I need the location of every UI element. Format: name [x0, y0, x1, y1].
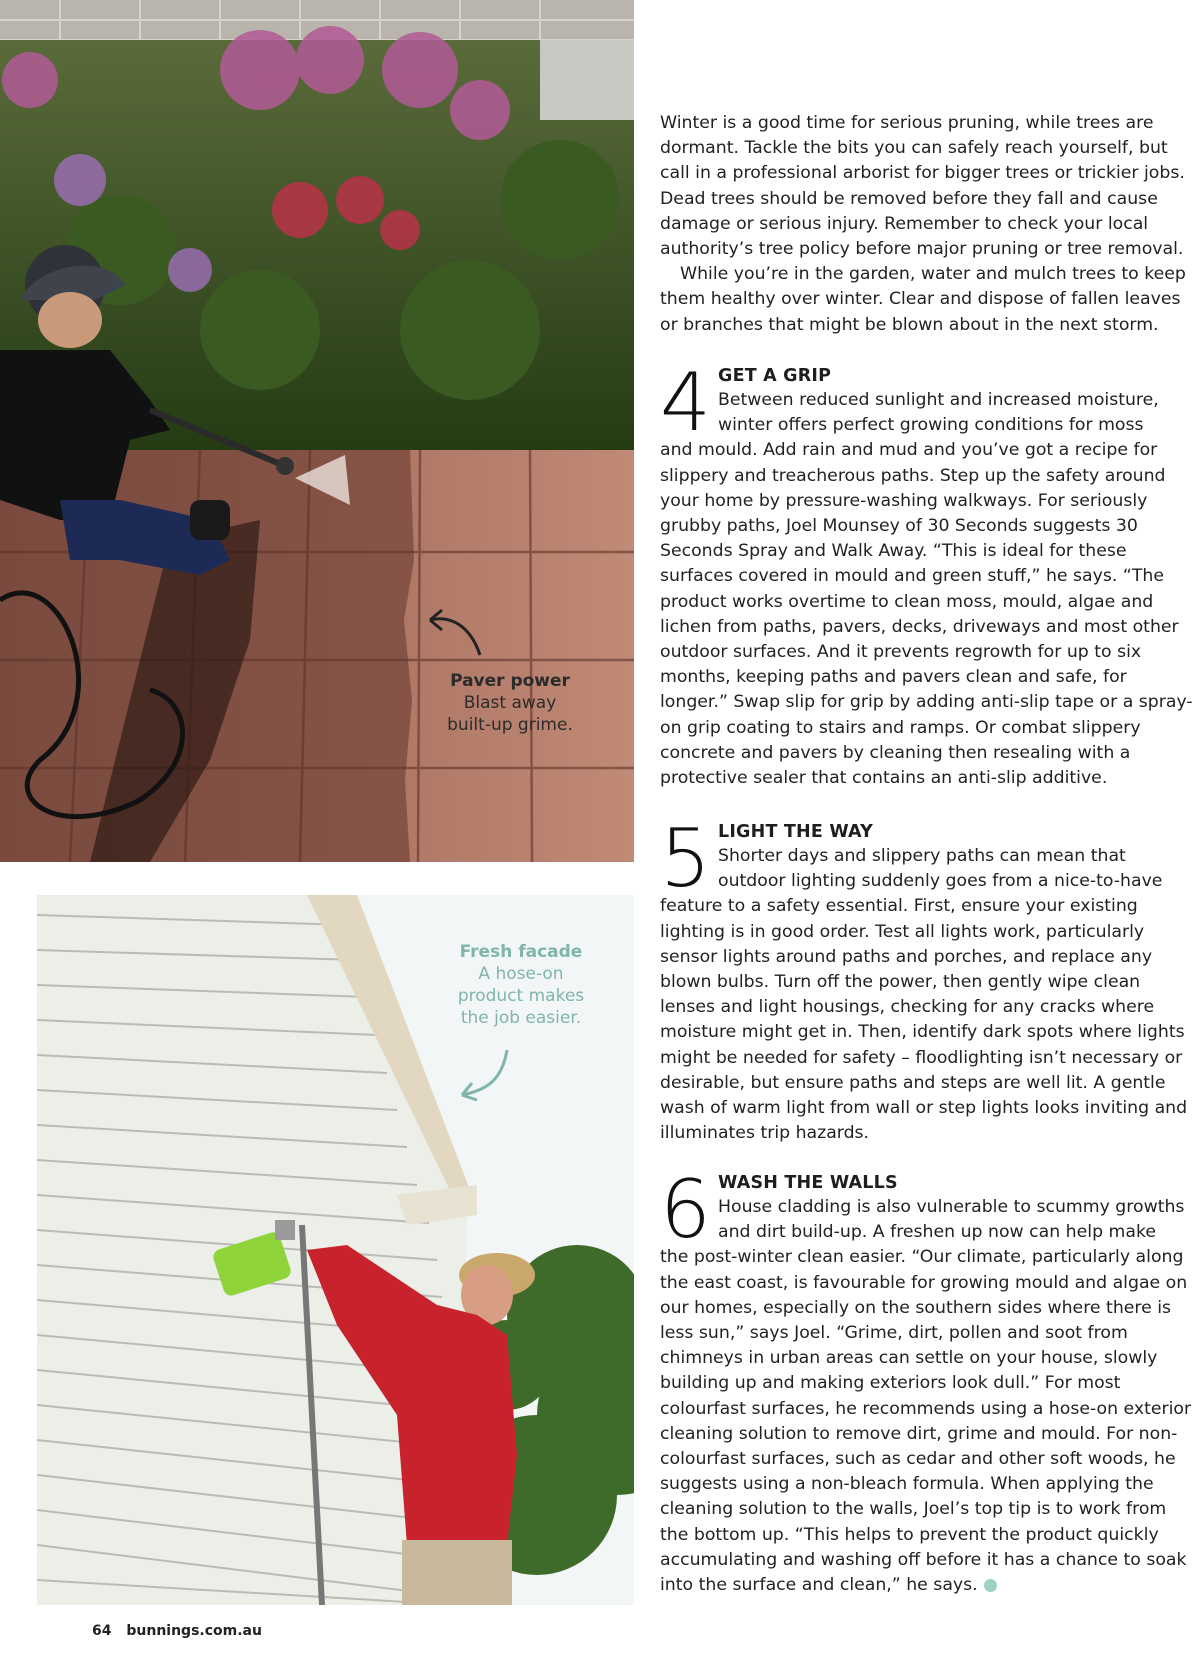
- caption-text: A hose-on product makes the job easier.: [457, 964, 585, 1028]
- intro-text: [660, 111, 1198, 338]
- section-wash-the-walls: [660, 1163, 1198, 1598]
- end-mark-icon: [984, 1579, 997, 1592]
- page-footer: [92, 1623, 262, 1639]
- caption-paver-power: [440, 670, 580, 736]
- section-get-a-grip: [660, 356, 1198, 791]
- site-url: bunnings.com.au: [126, 1623, 262, 1639]
- section-number: 6: [660, 1163, 711, 1256]
- section-heading: GET A GRIP: [718, 366, 832, 386]
- section-lead: Between reduced sunlight and increased moisture, winter offers perfect growing conditions for moss: [718, 390, 1159, 436]
- caption-title: Paver power: [450, 671, 570, 691]
- section-lead: House cladding is also vulnerable to scummy growths and dirt build-up. A freshen up now can help make: [718, 1197, 1185, 1243]
- section-lead: Shorter days and slippery paths can mean that outdoor lighting suddenly goes from a nice-to-have: [718, 846, 1163, 892]
- section-text: the post-winter clean easier. “Our climate, particularly along the east coast, is favourable for growing mould and algae on our homes, especially on the southern sides where there is less sun,” says Joel. “Grime, dirt, pollen and soot from chimneys in urban areas can settle on your house, slowly building up and making exteriors look dull.” For most colourfast surfaces, he recommends using a hose-on exterior cleaning solution to remove dirt, grime and mould. For non-colourfast surfaces, such as cedar and other soft woods, he suggests using a non-bleach formula. When applying the cleaning solution to the walls, Joel’s top tip is to work from the bottom up. “This helps to prevent the product quickly accumulating and washing off before it has a chance to soak into the surface and clean,” he says.: [660, 1247, 1192, 1596]
- section-body: [660, 388, 1198, 791]
- intro-paragraph: Winter is a good time for serious pruning, while trees are dormant. Tackle the bits you can safely reach yourself, but call in a professional arborist for bigger trees or trickier jobs. Dead trees should be removed before they fall and cause damage or serious injury. Remember to check your local authority’s tree policy before major pruning or tree removal.: [660, 113, 1185, 260]
- caption-fresh-facade: [444, 941, 598, 1029]
- section-heading: LIGHT THE WAY: [718, 822, 873, 842]
- section-text: and mould. Add rain and mud and you’ve got a recipe for slippery and treacherous paths. Step up the safety around your home by pressure-washing walkways. For seriously grubby paths, Joel Mounsey of 30 Seconds suggests 30 Seconds Spray and Walk Away. “This is ideal for these surfaces covered in mould and green stuff,” he says. “The product works overtime to clean moss, mould, algae and lichen from paths, pavers, decks, driveways and most other outdoor surfaces. And it prevents regrowth for up to six months, keeping paths and pavers clean and safe, for longer.” Swap slip for grip by adding anti-slip tape or a spray-on grip coating to stairs and ramps. Or combat slippery concrete and pavers by cleaning then resealing with a protective sealer that contains an anti-slip additive.: [660, 440, 1193, 789]
- section-number: 4: [660, 356, 711, 449]
- caption-text: Blast away built-up grime.: [447, 693, 573, 735]
- section-light-the-way: [660, 812, 1198, 1146]
- section-body: [660, 1195, 1198, 1598]
- section-heading: WASH THE WALLS: [718, 1173, 898, 1193]
- caption-title: Fresh facade: [459, 942, 583, 962]
- section-text: feature to a safety essential. First, ensure your existing lighting is in good order. Test all lights work, particularly sensor lights around paths and porches, and replace any blown bulbs. Turn off the power, then gently wipe clean lenses and light housings, checking for any cracks where moisture might get in. Then, identify dark spots where lights might be needed for safety – floodlighting isn’t necessary or desirable, but ensure paths and steps are well lit. A gentle wash of warm light from wall or step lights looks inviting and illuminates trip hazards.: [660, 896, 1188, 1144]
- page-number: 64: [92, 1623, 112, 1639]
- intro-paragraph: While you’re in the garden, water and mulch trees to keep them healthy over winter. Clear and dispose of fallen leaves or branches that might be blown about in the next storm.: [660, 264, 1186, 335]
- section-body: [660, 844, 1198, 1146]
- section-number: 5: [660, 812, 711, 905]
